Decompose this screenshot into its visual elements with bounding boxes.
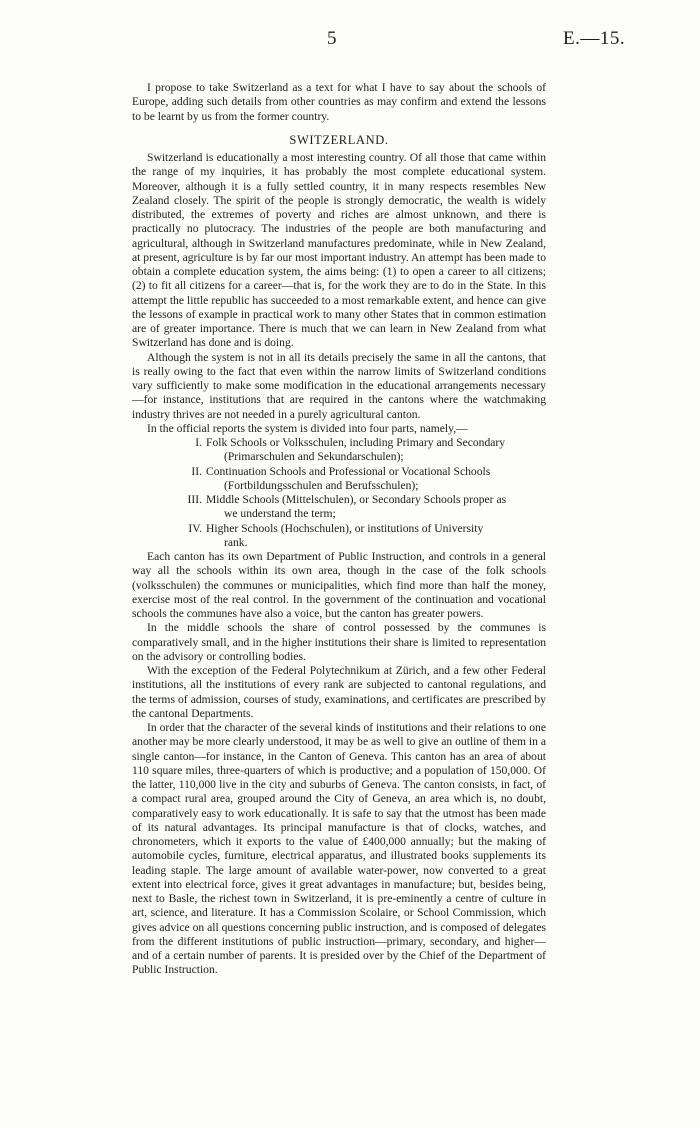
list-item-continuation: (Fortbildungsschulen and Berufsschulen); — [224, 478, 419, 492]
intro-paragraph: I propose to take Switzerland as a text for what I have to say about the schools of Europe, adding such details from other countries as may confirm and extend the lessons to be learnt by us from the former country. — [132, 81, 546, 123]
page-number: 5 — [327, 28, 337, 49]
list-item — [132, 522, 546, 551]
list-item — [132, 493, 546, 522]
list-item-continuation: rank. — [224, 535, 248, 549]
body-paragraph: Although the system is not in all its details precisely the same in all the cantons, that is really owing to the fact that even within the narrow limits of Switzerland conditions vary sufficiently to make some modification in the educational arrangements necessary—for instance, institutions that are required in the cantons where the watchmaking industry thrives are not needed in a purely agricultural canton. — [132, 350, 546, 421]
list-item-text: Folk Schools or Volksschulen, including Primary and Secondary — [206, 436, 506, 449]
list-item-number: III. — [187, 493, 202, 506]
page-body — [132, 81, 546, 978]
document-reference: E.—15. — [563, 28, 626, 49]
body-paragraph: In the official reports the system is divided into four parts, namely,— — [147, 421, 468, 435]
list-item-text: Higher Schools (Hochschulen), or institutions of University — [206, 521, 484, 535]
list-item-text: Middle Schools (Mittelschulen), or Secondary Schools proper as — [206, 493, 507, 506]
school-types-list — [132, 436, 546, 550]
body-paragraph: Each canton has its own Department of Public Instruction, and controls in a general way all the schools within its own area, though in the case of the folk schools (volksschulen) the communes or municipalities, which find more than half the money, exercise most of the real control. In the government of the continuation and vocational schools the communes have also a voice, but the canton has greater powers. — [132, 550, 546, 620]
body-paragraph: In order that the character of the several kinds of institutions and their relations to one another may be more clearly understood, it may be as well to give an outline of them in a single canton—for instance, in the Canton of Geneva. This canton has an area of about 110 square miles, three-quarters of which is productive; and a population of 150,000. Of the latter, 110,000 live in the city and suburbs of Geneva. The canton consists, in fact, of a compact rural area, grouped around the City of Geneva, an area which is, no doubt, comparatively easy to work educationally. It is safe to say that the utmost has been made of its natural advantages. Its principal manufacture is that of clocks, watches, and chronometers, which it exports to the value of £400,000 annually; but the making of automobile cycles, furniture, electrical apparatus, and illustrated books supplements its leading staple. The large amount of available water-power, now converted to a great extent into electrical force, gives it great advantages in manufacture; but, besides being, next to Basle, the richest town in Switzerland, it is pre-eminently a centre of culture in art, science, and literature. It has a Commission Scolaire, or School Commission, which gives advice on all questions concerning public instruction, and is composed of delegates from the different institutions of public instruction—primary, secondary, and higher—and of a certain number of parents. It is presided over by the Chief of the Department of Public Instruction. — [132, 721, 546, 977]
section-heading: SWITZERLAND. — [289, 132, 389, 147]
list-item-text: Continuation Schools and Professional or Vocational Schools — [206, 464, 491, 478]
list-item-number: II. — [191, 464, 202, 478]
body-paragraph: Switzerland is educationally a most interesting country. Of all those that came within the range of my inquiries, it has probably the most complete educational system. Moreover, although it is a fully settled country, it in many respects resembles New Zealand closely. The spirit of the people is strongly democratic, the wealth is widely distributed, the extremes of poverty and riches are almost unknown, and there is practically no plutocracy. The industries of the people are both manufacturing and agricultural, although in Switzerland manufactures predominate, while in New Zealand, at present, agriculture is by far our most important industry. An attempt has been made to obtain a complete education system, the aims being: (1) to open a career to all citizens; (2) to fit all citizens for a career—that is, for the work they are to do in the State. In this attempt the little republic has succeeded to a most remarkable extent, and hence can give the lessons of example in practical work to many other States that in common estimation are of greater importance. There is much that we can learn in New Zealand from what Switzerland has done and is doing. — [132, 151, 546, 350]
list-item-number: I. — [195, 436, 202, 449]
list-item — [132, 465, 546, 494]
list-item-continuation: (Primarschulen and Sekundarschulen); — [224, 450, 404, 464]
list-item — [132, 436, 546, 465]
body-paragraph: In the middle schools the share of control possessed by the communes is comparatively small, and in the higher institutions their share is limited to representation on the advisory or controlling bodies. — [132, 621, 546, 663]
list-item-continuation: we understand the term; — [224, 507, 336, 521]
body-paragraph: With the exception of the Federal Polytechnikum at Zürich, and a few other Federal institutions, all the institutions of every rank are subjected to cantonal regulations, and the terms of admission, courses of study, examinations, and certificates are prescribed by the cantonal Departments. — [132, 664, 546, 720]
list-item-number: IV. — [188, 521, 202, 535]
